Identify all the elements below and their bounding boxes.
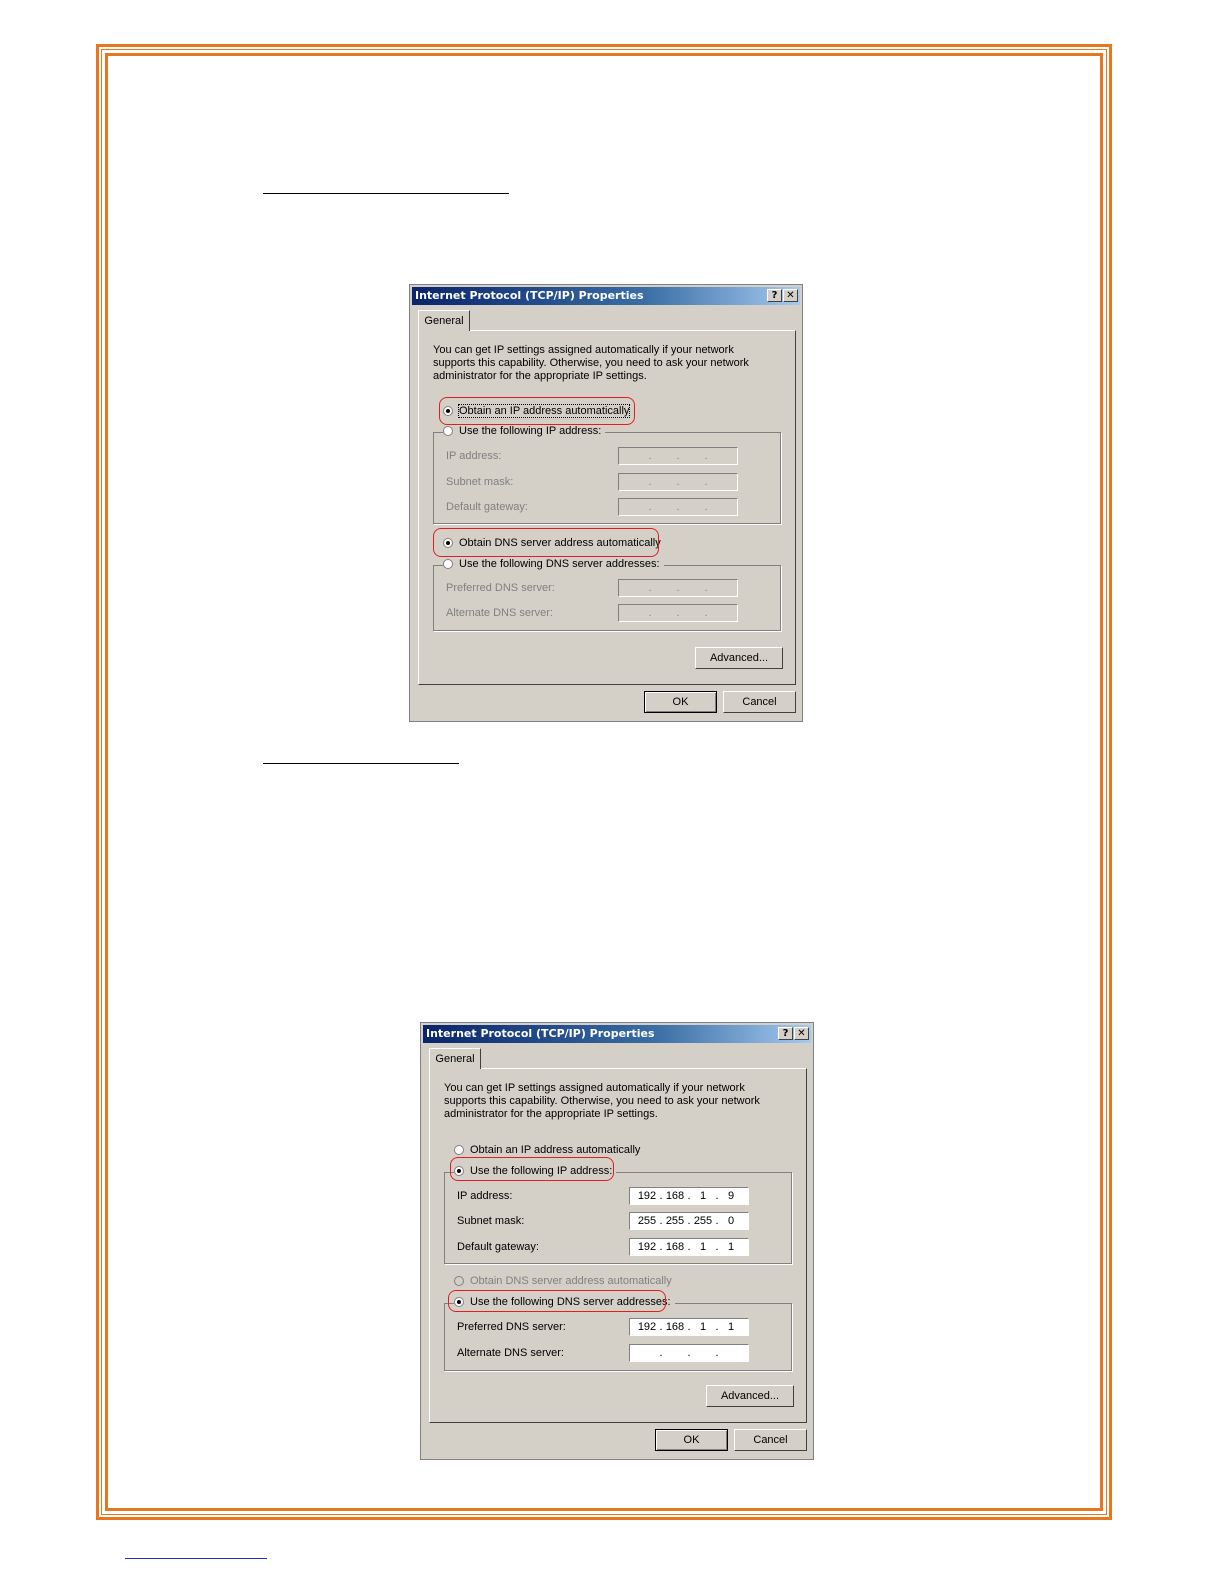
subnet-mask-label: Subnet mask:	[446, 476, 514, 488]
obtain-ip-label: Obtain an IP address automatically	[459, 405, 630, 417]
ip-groupbox	[444, 1172, 792, 1264]
alternate-dns-input[interactable]: . . .	[629, 1344, 749, 1362]
use-ip-label: Use the following IP address:	[470, 1165, 613, 1177]
obtain-dns-label: Obtain DNS server address automatically	[470, 1275, 672, 1287]
preferred-dns-label: Preferred DNS server:	[446, 582, 555, 594]
advanced-button[interactable]: Advanced...	[706, 1385, 794, 1407]
ip-address-label: IP address:	[457, 1190, 513, 1202]
close-button[interactable]: ✕	[783, 289, 798, 302]
radio-icon[interactable]	[443, 559, 453, 569]
dialog-title: Internet Protocol (TCP/IP) Properties	[426, 1027, 655, 1040]
ip-groupbox	[433, 432, 781, 524]
default-gateway-input[interactable]: . . .	[618, 498, 738, 516]
preferred-dns-input[interactable]: . . .	[618, 579, 738, 597]
tab-general[interactable]: General	[429, 1048, 481, 1069]
alternate-dns-label: Alternate DNS server:	[446, 607, 553, 619]
preferred-dns-label: Preferred DNS server:	[457, 1321, 566, 1333]
ip-address-label: IP address:	[446, 450, 502, 462]
subnet-mask-input[interactable]: 255 . 255 . 255 . 0	[629, 1212, 749, 1230]
use-ip-label: Use the following IP address:	[459, 425, 602, 437]
obtain-dns-label: Obtain DNS server address automatically	[459, 537, 661, 549]
use-dns-radio-row[interactable]	[443, 558, 664, 570]
radio-icon[interactable]	[454, 1145, 464, 1155]
ok-button[interactable]: OK	[644, 691, 717, 713]
highlight-use-ip	[450, 1157, 614, 1181]
alternate-dns-input[interactable]: . . .	[618, 604, 738, 622]
titlebar	[412, 287, 800, 305]
radio-icon[interactable]	[454, 1276, 464, 1286]
cancel-button[interactable]: Cancel	[734, 1429, 807, 1451]
tab-general[interactable]: General	[418, 310, 470, 331]
dialog-title: Internet Protocol (TCP/IP) Properties	[415, 289, 644, 302]
cancel-button[interactable]: Cancel	[723, 691, 796, 713]
highlight-use-dns	[448, 1290, 666, 1312]
obtain-dns-radio-row[interactable]	[454, 1275, 672, 1287]
alternate-dns-label: Alternate DNS server:	[457, 1347, 564, 1359]
titlebar	[423, 1025, 811, 1043]
preferred-dns-input[interactable]: 192 . 168 . 1 . 1	[629, 1318, 749, 1336]
intro-text: You can get IP settings assigned automatically if your network supports this capability. Otherwise, you need to ask your network administrator for the appropriate IP settings.	[433, 344, 749, 382]
subnet-mask-label: Subnet mask:	[457, 1215, 525, 1227]
default-gateway-input[interactable]: 192 . 168 . 1 . 1	[629, 1238, 749, 1256]
ip-address-input[interactable]: . . .	[618, 447, 738, 465]
radio-icon[interactable]	[443, 426, 453, 436]
use-dns-label: Use the following DNS server addresses:	[470, 1296, 671, 1308]
tcpip-dialog-manual	[420, 1022, 814, 1460]
footer-link-underline	[125, 1558, 267, 1559]
obtain-ip-radio-row[interactable]	[454, 1144, 640, 1156]
close-button[interactable]: ✕	[794, 1027, 809, 1040]
intro-text: You can get IP settings assigned automatically if your network supports this capability. Otherwise, you need to ask your network administrator for the appropriate IP settings.	[444, 1082, 760, 1120]
highlight-obtain-ip	[439, 397, 635, 425]
ok-button[interactable]: OK	[655, 1429, 728, 1451]
help-button[interactable]: ?	[767, 289, 782, 302]
tcpip-dialog-automatic	[409, 284, 803, 722]
use-ip-radio-row[interactable]	[443, 425, 605, 437]
heading-underline-1	[263, 193, 509, 194]
default-gateway-label: Default gateway:	[457, 1241, 539, 1253]
general-panel	[429, 1068, 807, 1423]
ip-address-input[interactable]: 192 . 168 . 1 . 9	[629, 1187, 749, 1205]
obtain-ip-label: Obtain an IP address automatically	[470, 1144, 641, 1156]
default-gateway-label: Default gateway:	[446, 501, 528, 513]
heading-underline-2	[263, 763, 459, 764]
general-panel	[418, 330, 796, 685]
use-dns-label: Use the following DNS server addresses:	[459, 558, 660, 570]
dns-groupbox	[444, 1303, 792, 1371]
advanced-button[interactable]: Advanced...	[695, 647, 783, 669]
highlight-obtain-dns	[433, 528, 659, 557]
help-button[interactable]: ?	[778, 1027, 793, 1040]
dns-groupbox	[433, 565, 781, 631]
subnet-mask-input[interactable]: . . .	[618, 473, 738, 491]
